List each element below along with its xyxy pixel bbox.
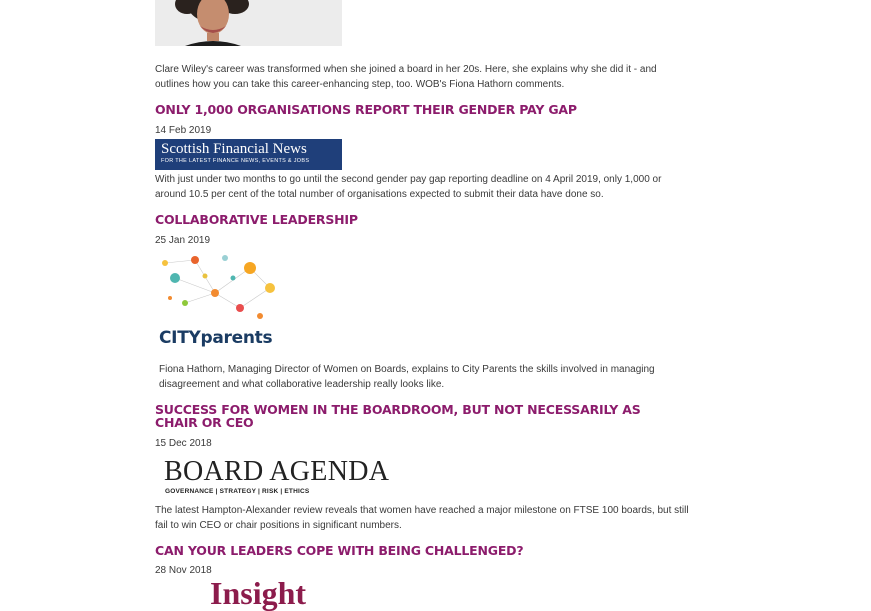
article-title-link[interactable]: CAN YOUR LEADERS COPE WITH BEING CHALLENGED?: [155, 543, 524, 558]
logo-tagline: GOVERNANCE | STRATEGY | RISK | ETHICS: [165, 488, 310, 495]
article-date: 15 Dec 2018: [155, 438, 212, 449]
article-title-link[interactable]: SUCCESS FOR WOMEN IN THE BOARDROOM, BUT NOT NECESSARILY AS CHAIR OR CEO: [155, 402, 641, 430]
city-parents-logo[interactable]: [155, 248, 285, 354]
article-date: 14 Feb 2019: [155, 125, 212, 136]
article-title-link[interactable]: ONLY 1,000 ORGANISATIONS REPORT THEIR GENDER PAY GAP: [155, 102, 577, 117]
article-title-link[interactable]: COLLABORATIVE LEADERSHIP: [155, 212, 358, 227]
network-graphic: [155, 248, 285, 328]
logo-tagline: FOR THE LATEST FINANCE NEWS, EVENTS & JOBS: [161, 158, 310, 164]
article-excerpt: Clare Wiley's career was transformed when she joined a board in her 20s. Here, she explains why she did it - and outlines how you can take this career-enhancing step, too. WOB's Fiona Hathorn comments.: [155, 64, 657, 90]
logo-name: CITYparents: [159, 328, 273, 348]
portrait-image: [155, 0, 342, 46]
insight-logo[interactable]: Insight: [210, 575, 307, 611]
article-excerpt: The latest Hampton-Alexander review reveals that women have reached a major milestone on FTSE 100 boards, but still fail to win CEO or chair positions in significant numbers.: [155, 505, 689, 531]
article-photo[interactable]: [155, 0, 342, 46]
logo-name: Scottish Financial News: [161, 141, 307, 157]
article-excerpt: Fiona Hathorn, Managing Director of Women on Boards, explains to City Parents the skills involved in managing disagreement and what collaborative leadership really looks like.: [159, 364, 655, 390]
logo-name: BOARD AGENDA: [164, 456, 390, 487]
scottish-financial-news-logo[interactable]: [155, 139, 342, 170]
article-date: 28 Nov 2018: [155, 565, 212, 576]
article-excerpt: With just under two months to go until the second gender pay gap reporting deadline on 4 April 2019, only 1,000 or around 10.5 per cent of the total number of organisations expected to submit their data have done so.: [155, 174, 662, 200]
article-date: 25 Jan 2019: [155, 235, 211, 246]
board-agenda-logo[interactable]: [155, 455, 405, 500]
